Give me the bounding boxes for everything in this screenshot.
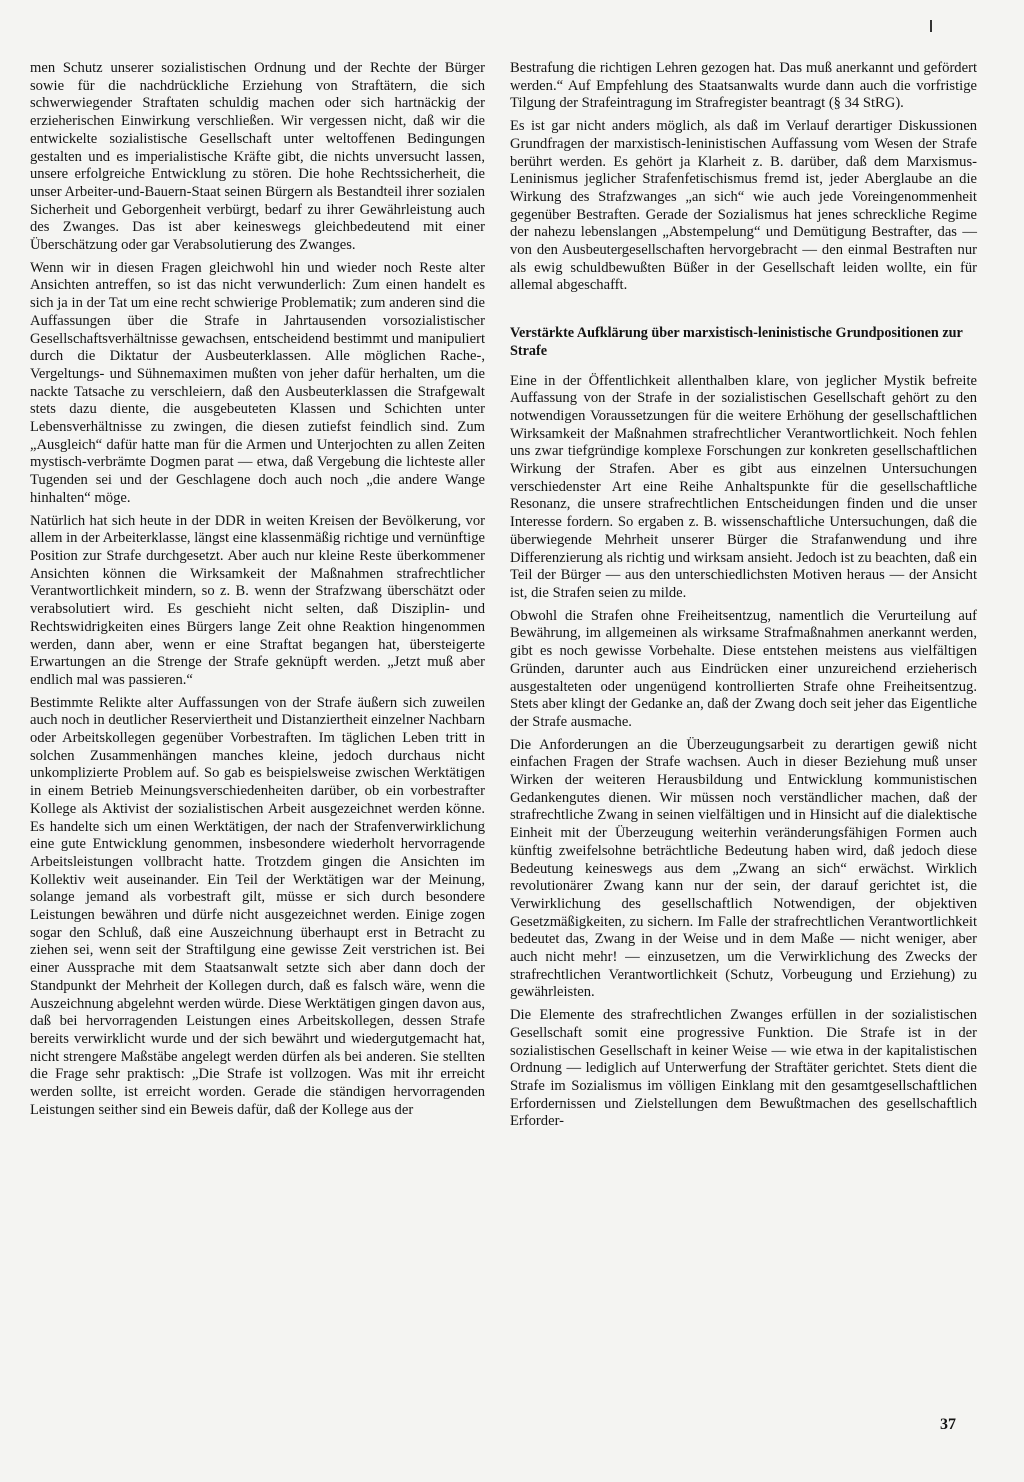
paragraph: Die Anforderungen an die Überzeugungsarbeit zu derartigen gewiß nicht einfachen Fragen der Strafe wachsen. Auch in dieser Beziehung muß unser Wirken der weiteren Herausbildung und Entwicklung kommunistischen Gedankengutes dienen. Wir müssen noch verständlicher machen, daß der strafrechtliche Zwang in seinen vielfältigen und in Hinsicht auf die dialektische Einheit mit der Überzeugung weiterhin veränderungsfähigen Formen auch künftig zweifelsohne beträchtliche Bedeutung haben wird, daß jedoch diese Bedeutung keineswegs aus dem „Zwang an sich“ erwächst. Wirklich revolutionärer Zwang kann nur der sein, der darauf gerichtet ist, die Verwirklichung des gesellschaftlich Notwendigen, der objektiven Gesetzmäßigkeiten, zu sichern. Im Falle der strafrechtlichen Verantwortlichkeit bedeutet das, Zwang in der Weise und in dem Maße — nicht weniger, aber auch nicht mehr! — einzusetzen, um die Verwirklichung des Zwecks der strafrechtlichen Verantwortlichkeit (Schutz, Vorbeugung und Erziehung) zu gewährleisten. <box>510 736 977 1001</box>
paragraph: Es ist gar nicht anders möglich, als daß im Verlauf derartiger Diskussionen Grundfragen der marxistisch-leninistischen Auffassung vom Wesen der Strafe berührt werden. Es gehört ja Klarheit z. B. darüber, daß dem Marxismus-Leninismus jeglicher Strafenfetischismus fremd ist, jeder Aberglaube an die Wirkung des Strafzwanges „an sich“ wie auch jede Voreingenommenheit gegenüber Bestraften. Gerade der Sozialismus hat jenes schreckliche Regime der nahezu lebenslangen „Abstempelung“ und Demütigung Bestrafter, das — von den Ausbeutergesellschaften hervorgebracht — den einmal Bestraften nur als ewig schuldbewußten Büßer in der Gesellschaft leiden wollte, ein für allemal abgeschafft. <box>510 118 977 294</box>
paragraph: Eine in der Öffentlichkeit allenthalben klare, von jeglicher Mystik befreite Auffassung von der Strafe in der sozialistischen Gesellschaft gehört zu den notwendigen Voraussetzungen für die weitere Erhöhung der gesellschaftlichen Wirksamkeit der Maßnahmen strafrechtlicher Verantwortlichkeit. Noch fehlen uns zwar tiefgründige komplexe Forschungen zur konkreten gesellschaftlichen Wirkung der Strafen. Aber es gibt aus einzelnen Untersuchungen verschiedenster Art eine Reihe Anhaltspunkte für die gesellschaftliche Resonanz, die unsere strafrechtlichen Entscheidungen finden und die unser Interesse fordern. So ergaben z. B. wissenschaftliche Untersuchungen, daß die überwiegende Mehrheit unserer Bürger die Strafanwendung und ihre Differenzierung als richtig und wirksam ansieht. Jedoch ist zu beachten, daß ein Teil der Bürger — aus den unterschiedlichsten Motiven heraus — der Ansicht ist, die Strafen seien zu milde. <box>510 372 977 601</box>
paragraph: Natürlich hat sich heute in der DDR in weiten Kreisen der Bevölkerung, vor allem in der Arbeiterklasse, längst eine klassenmäßig richtige und vernünftige Position zur Strafe durchgesetzt. Aber auch nur kleine Reste überkommener Ansichten können die Wirksamkeit der Maßnahmen strafrechtlicher Verantwortlichkeit mindern, so z. B. wenn der Strafzwang überschätzt oder verabsolutiert wird. Es geschieht nicht selten, daß Disziplin- und Rechtswidrigkeiten eines Bürgers lange Zeit ohne Reaktion hingenommen werden, dann aber, wenn er eine Straftat begangen hat, übersteigerte Erwartungen an die Strenge der Strafe geknüpft werden. „Jetzt muß aber endlich mal was passieren.“ <box>30 512 485 688</box>
paragraph: men Schutz unserer sozialistischen Ordnung und der Rechte der Bürger sowie für die nachdrückliche Erziehung von Straftätern, die sich schwerwiegender Straftaten schuldig machen oder sich hartnäckig der erzieherischen Einwirkung verschließen. Wir vergessen nicht, daß wir die entwickelte sozialistische Gesellschaft unter weltoffenen Bedingungen gestalten und es imperialistische Kräfte gibt, die nichts unversucht lassen, unsere erfolgreiche Entwicklung zu stören. Die hohe Rechtssicherheit, die unser Arbeiter-und-Bauern-Staat seinen Bürgern als Bestandteil ihrer sozialen Sicherheit und Geborgenheit verbürgt, bedarf zu ihrer Gewährleistung auch des Zwanges. Das ist aber keineswegs gleichbedeutend mit einer Überschätzung oder gar Verabsolutierung des Zwanges. <box>30 60 485 254</box>
paragraph: Wenn wir in diesen Fragen gleichwohl hin und wieder noch Reste alter Ansichten antreffen, so ist das nicht verwunderlich: Zum einen handelt es sich ja in der Tat um eine recht schwierige Problematik; zum anderen sind die Auffassungen über die Strafe in Jahrtausenden vorsozialistischer Gesellschaftsverhältnisse gewachsen, entscheidend bestimmt und manipuliert durch die Diktatur der Ausbeuterklassen. Alle möglichen Rache-, Vergeltungs- und Sühnemaximen mußten von jeher dafür herhalten, um die nackte Tatsache zu verschleiern, daß den Ausbeuterklassen die Strafgewalt stets dazu diente, die ausgebeuteten Klassen und Schichten unter Lebensverhältnisse zu zwingen, die diesen zutiefst feindlich sind. Zum „Ausgleich“ dafür hatte man für die Armen und Unterjochten zu allen Zeiten mystisch-verbrämte Dogmen parat — etwa, daß Vergebung die lichteste aller Tugenden sei und der Geschlagene doch auch noch „die andere Wange hinhalten“ möge. <box>30 259 485 506</box>
section-heading: Verstärkte Aufklärung über marxistisch-leninistische Grundpositionen zur Strafe <box>510 325 963 359</box>
paragraph: Obwohl die Strafen ohne Freiheitsentzug, namentlich die Verurteilung auf Bewährung, im allgemeinen als wirksame Strafmaßnahmen anerkannt werden, gibt es noch gewisse Vorbehalte. Diese entstehen meistens aus vielfältigen Gründen, darunter auch aus Eindrücken einer unzureichend erzieherisch ausgestalteten oder ungenügend kontrollierten Strafe ohne Freiheitsentzug. Stets aber klingt der Gedanke an, daß der Zwang doch seit jeher das Eigentliche der Strafe ausmache. <box>510 607 977 730</box>
paragraph: Bestrafung die richtigen Lehren gezogen hat. Das muß anerkannt und gefördert werden.“ Auf Empfehlung des Staatsanwalts wurde dann auch die vorfristige Tilgung der Strafeintragung im Strafregister beantragt (§ 34 StRG). <box>510 60 977 112</box>
paragraph: Die Elemente des strafrechtlichen Zwanges erfüllen in der sozialistischen Gesellschaft somit eine progressive Funktion. Die Strafe ist in der sozialistischen Gesellschaft in keiner Weise — wie etwa in der kapitalistischen Ordnung — lediglich auf Unterwerfung der Straftäter gerichtet. Stets dient die Strafe im Sozialismus im völligen Einklang mit den gesamtgesellschaftlichen Erfordernissen und Zielstellungen dem Bewußtmachen des gesellschaftlich Erforder- <box>510 1007 977 1130</box>
page-number: 37 <box>940 1416 956 1433</box>
left-column <box>30 60 485 1124</box>
paragraph: Bestimmte Relikte alter Auffassungen von der Strafe äußern sich zuweilen auch noch in deutlicher Reserviertheit und Distanziertheit einzelner Nachbarn oder Arbeitskollegen gegenüber Vorbestraften. Im täglichen Leben tritt in solchen Zusammenhängen manches kleine, jedoch durchaus nicht unkomplizierte Problem auf. So gab es beispielsweise zwischen Werktätigen in einem Betrieb Meinungsverschiedenheiten darüber, ob ein vorbestrafter Kollege als Aktivist der sozialistischen Arbeit ausgezeichnet werden könne. Es handelte sich um einen Werktätigen, der nach der Strafenverwirklichung eine gute Entwicklung genommen, insbesondere wiederholt hervorragende Arbeitsleistungen vollbracht hatte. Trotzdem gingen die Ansichten im Kollektiv weit auseinander. Ein Teil der Werktätigen war der Meinung, solange jemand als vorbestraft gilt, müsse er sich durch besondere Leistungen bewähren und dürfe nicht ausgezeichnet werden. Einige zogen sogar den Schluß, daß eine Auszeichnung überhaupt erst in Betracht zu ziehen sei, wenn seit der Straftilgung eine gewisse Zeit verstrichen ist. Bei einer Aussprache mit dem Staatsanwalt setzte sich aber dann doch der Standpunkt der Mehrheit der Kollegen durch, daß es falsch wäre, wenn die Auszeichnung abgelehnt werden würde. Diese Werktätigen gingen davon aus, daß bei hervorragenden Leistungen eines Arbeitskollegen, dessen Strafe bereits verwirklicht wurde und der sich bewährt und wiedergutgemacht hat, nicht strengere Maßstäbe angelegt werden dürfen als bei anderen. Sie stellten die Frage sehr praktisch: „Die Strafe ist vollzogen. Was mit ihr erreicht werden sollte, ist erreicht worden. Gerade die ständigen hervorragenden Leistungen seither sind ein Beweis dafür, daß der Kollege aus der <box>30 694 485 1118</box>
margin-mark <box>930 20 932 32</box>
right-column <box>510 60 977 1136</box>
